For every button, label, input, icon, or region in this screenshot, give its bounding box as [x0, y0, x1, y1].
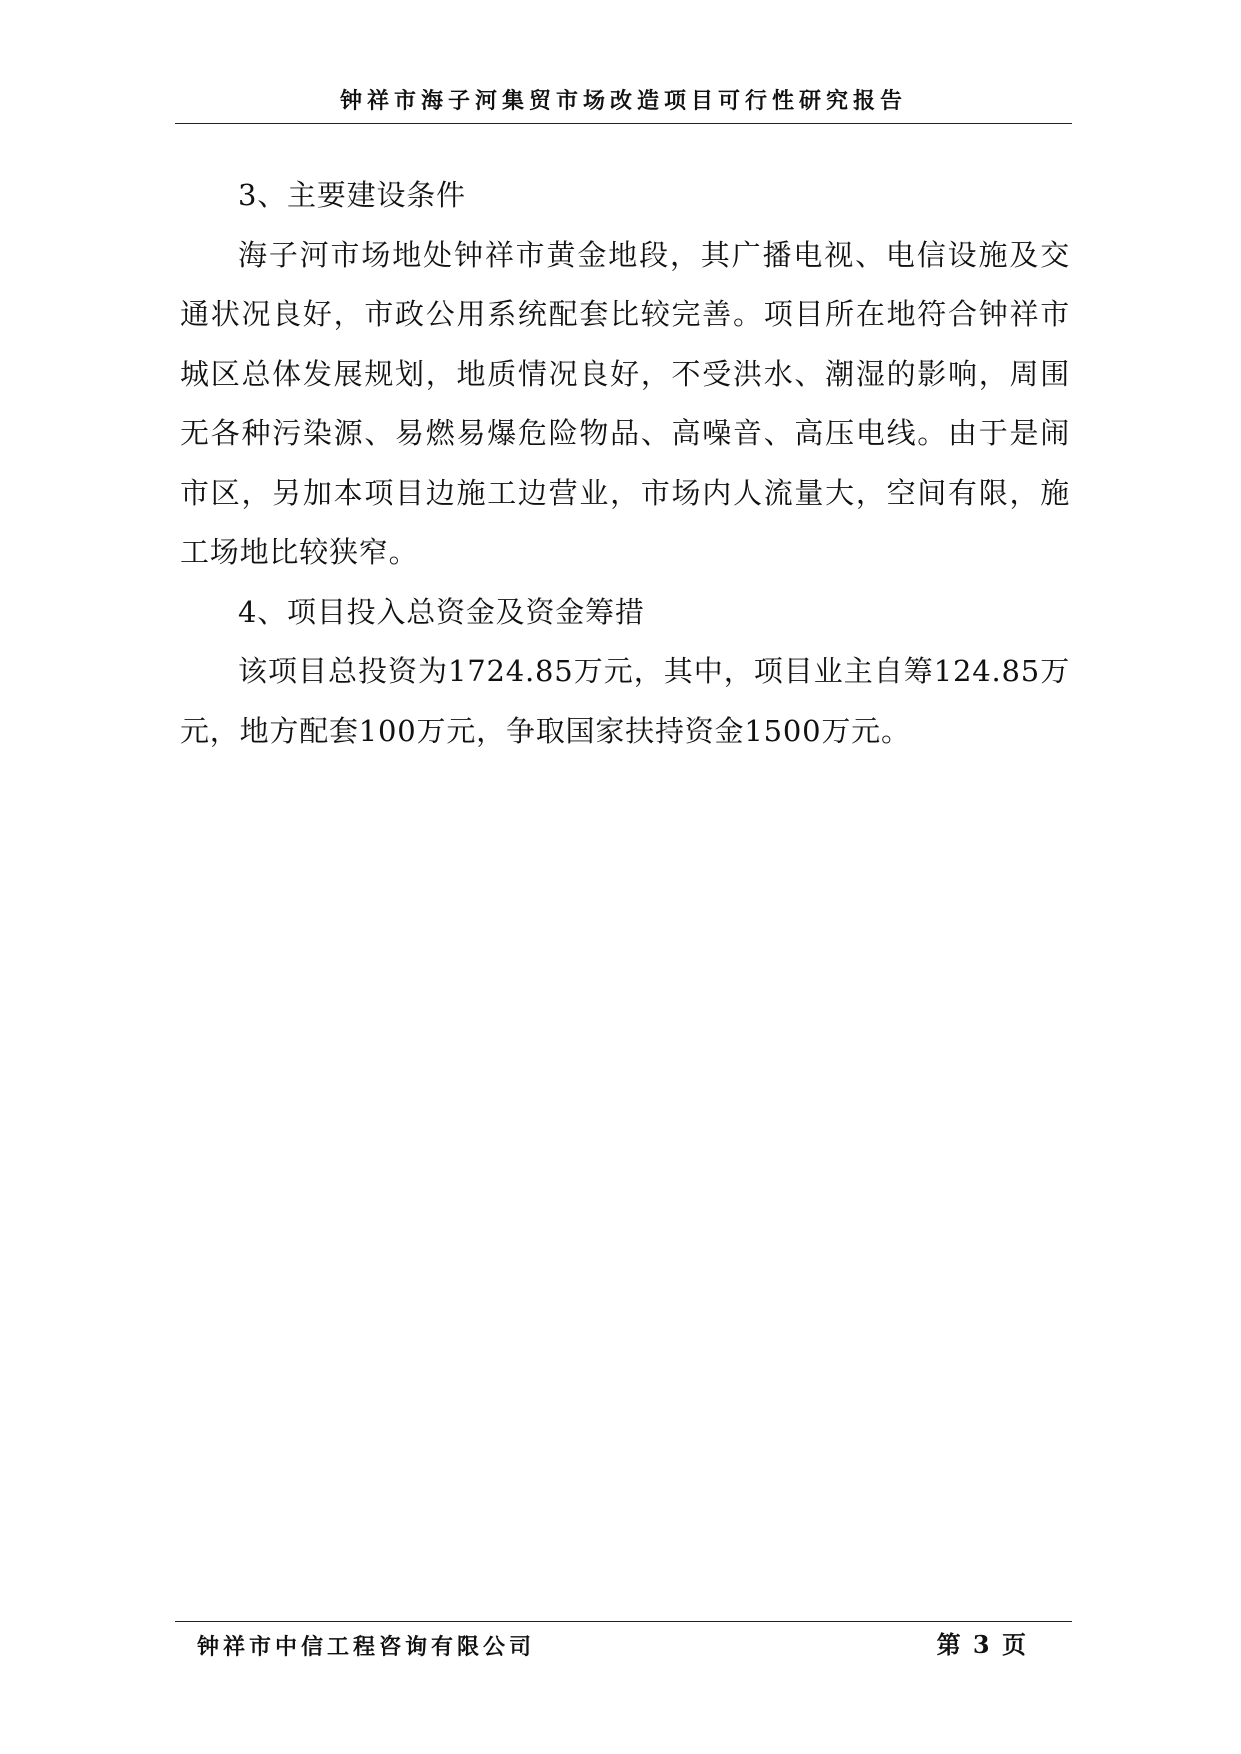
paragraph-construction-conditions: 海子河市场地处钟祥市黄金地段，其广播电视、电信设施及交通状况良好，市政公用系统配套比较完善。项目所在地符合钟祥市城区总体发展规划，地质情况良好，不受洪水、潮湿的影响，周围无各种污染源、易燃易爆危险物品、高噪音、高压电线。由于是闹市区，另加本项目边施工边营业，市场内人流量大，空间有限，施工场地比较狭窄。: [180, 237, 1070, 569]
running-header: 钟祥市海子河集贸市场改造项目可行性研究报告: [339, 88, 907, 114]
page-number: 第 3 页: [936, 1630, 1028, 1659]
section-heading-construction-conditions: 3、主要建设条件: [238, 178, 466, 212]
footer-divider: [175, 1621, 1072, 1622]
header-divider: [175, 123, 1072, 124]
section-heading-investment-funding: 4、项目投入总资金及资金筹措: [238, 594, 645, 629]
body-text: [180, 166, 1070, 761]
paragraph-investment-funding: 该项目总投资为1724.85万元，其中，项目业主自筹124.85万元，地方配套100万元，争取国家扶持资金1500万元。: [180, 654, 1070, 748]
footer-company-name: 钟祥市中信工程咨询有限公司: [197, 1634, 536, 1660]
